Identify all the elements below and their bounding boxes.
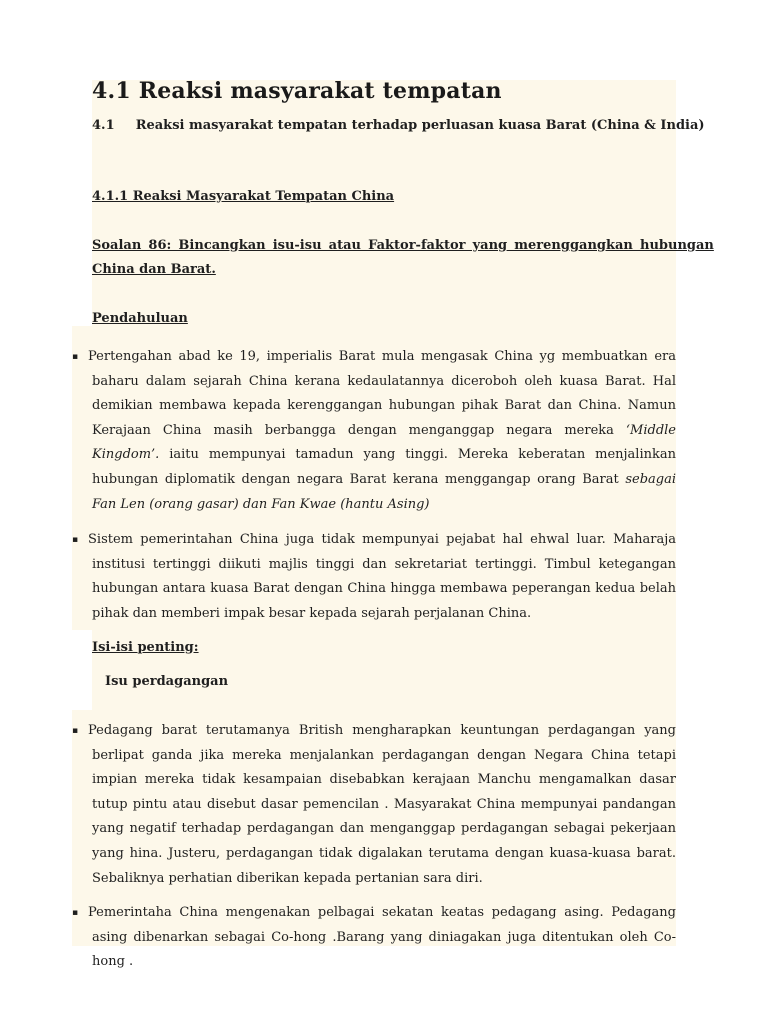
key-points-heading: Isi-isi penting: [92, 640, 199, 655]
intro-bullet-1-text-a: Pertengahan abad ke 19, imperialis Barat mula mengasak China yg membuatkan era baharu dalam sejarah China kerana kedaulatannya diceroboh oleh kuasa Barat. Hal demikian membawa kepada kerenggangan hubungan pihak Barat dan China. Namun Kerajaan China masih berbangga dengan menganggap negara mereka [88, 349, 676, 438]
bullet-icon: ▪ [72, 726, 79, 736]
intro-heading: Pendahuluan [92, 311, 188, 326]
intro-bullet-1-italic-a: ‘Middle Kingdom’. [92, 422, 676, 463]
question-line-1: Soalan 86: Bincangkan isu-isu atau Faktor-faktor yang merenggangkan hubungan [92, 238, 714, 253]
trade-bullet-2-text: Pemerintaha China mengenakan pelbagai sekatan keatas pedagang asing. Pedagang asing dibenarkan sebagai Co-hong .Barang yang diniagakan juga ditentukan oleh Co-hong . [88, 905, 676, 970]
subtitle-text: Reaksi masyarakat tempatan terhadap perluasan kuasa Barat (China & India) [135, 118, 705, 133]
intro-bullet-1-italic-b: sebagai Fan Len (orang gasar) dan Fan Kwae (hantu Asing) [92, 471, 676, 512]
subtitle [92, 118, 705, 133]
intro-bullet-1 [72, 345, 676, 517]
sub-heading: Isu perdagangan [105, 674, 229, 689]
bullet-icon: ▪ [72, 908, 79, 918]
subtitle-number: 4.1 [92, 118, 115, 133]
question-line-2: China dan Barat. [92, 262, 216, 277]
trade-bullet-2 [72, 901, 676, 975]
bullet-icon: ▪ [72, 352, 79, 362]
section-heading: 4.1.1 Reaksi Masyarakat Tempatan China [92, 189, 395, 204]
intro-bullet-1-text-b: iaitu mempunyai tamadun yang tinggi. Mereka keberatan menjalinkan hubungan diplomatik dengan negara Barat kerana menggangap orang Barat [92, 447, 676, 487]
bullet-icon: ▪ [72, 535, 79, 545]
intro-bullet-2 [72, 528, 676, 626]
trade-bullet-1-text: Pedagang barat terutamanya British mengharapkan keuntungan perdagangan yang berlipat ganda jika mereka menjalankan perdagangan dengan Negara China tetapi impian mereka tidak kesampaian disebabkan kerajaan Manchu mengamalkan dasar tutup pintu atau disebut dasar pemencilan . Masyarakat China mempunyai pandangan yang negatif terhadap perdagangan dan menganggap perdagangan sebagai pekerjaan yang hina. Justeru, perdagangan tidak digalakan terutama dengan kuasa-kuasa barat. Sebaliknya perhatian diberikan kepada pertanian sara diri. [88, 723, 676, 886]
intro-bullet-2-text: Sistem pemerintahan China juga tidak mempunyai pejabat hal ehwal luar. Maharaja institusi tertinggi diikuti majlis tinggi dan sekretariat tertinggi. Timbul ketegangan hubungan antara kuasa Barat dengan China hingga membawa peperangan kedua belah pihak dan memberi impak besar kepada sejarah perjalanan China. [88, 532, 676, 621]
trade-bullet-1 [72, 719, 676, 891]
page-title: 4.1 Reaksi masyarakat tempatan [92, 78, 502, 104]
